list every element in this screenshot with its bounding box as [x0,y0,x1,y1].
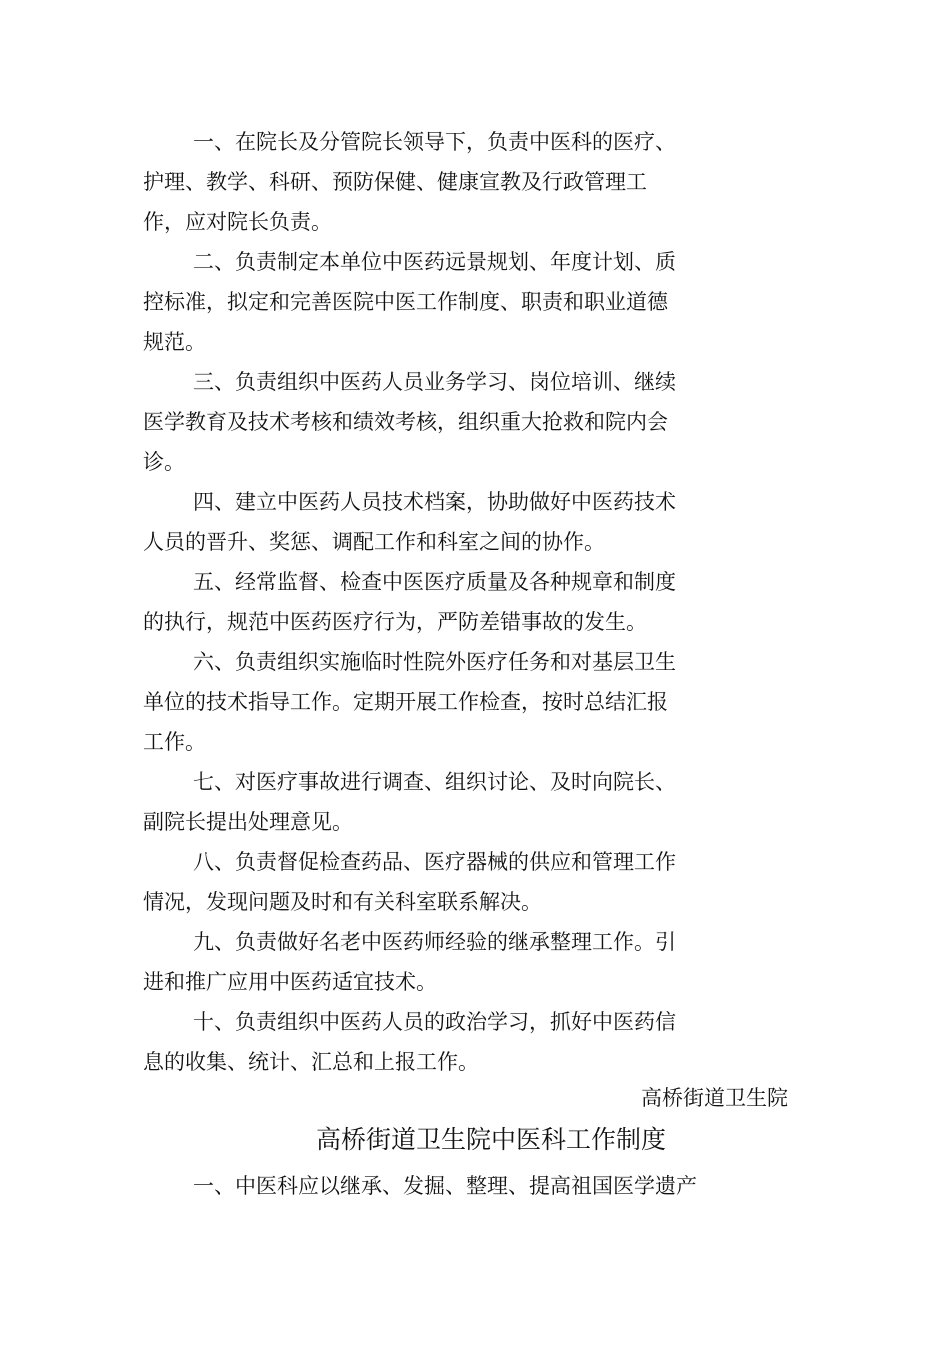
paragraph [143,562,743,642]
paragraph-line: 医学教育及技术考核和绩效考核，组织重大抢救和院内会 [143,410,668,434]
section-title-text: 高桥街道卫生院中医科工作制度 [315,1125,666,1154]
section-title [0,1120,950,1160]
paragraph [143,922,743,1002]
paragraph [143,242,743,362]
document-body [143,122,743,1082]
paragraph-line: 七、对医疗事故进行调查、组织讨论、及时向院长、 [193,770,676,794]
paragraph-line: 八、负责督促检查药品、医疗器械的供应和管理工作 [193,850,676,874]
paragraph-line: 单位的技术指导工作。定期开展工作检查，按时总结汇报 [143,690,668,714]
paragraph-line: 人员的晋升、奖惩、调配工作和科室之间的协作。 [143,530,605,554]
paragraph-line: 的执行，规范中医药医疗行为，严防差错事故的发生。 [143,610,647,634]
paragraph [143,122,743,242]
paragraph [143,362,743,482]
paragraph-line: 五、经常监督、检查中医医疗质量及各种规章和制度 [193,570,676,594]
next-paragraph-line: 一、中医科应以继承、发掘、整理、提高祖国医学遗产 [193,1174,697,1198]
paragraph-line: 进和推广应用中医药适宜技术。 [143,970,437,994]
paragraph [143,482,743,562]
paragraph-line: 副院长提出处理意见。 [143,810,353,834]
paragraph [143,642,743,762]
paragraph [143,1002,743,1082]
signature: 高桥街道卫生院 [641,1086,788,1110]
paragraph-line: 规范。 [143,330,206,354]
paragraph-line: 十、负责组织中医药人员的政治学习，抓好中医药信 [193,1010,676,1034]
paragraph-line: 四、建立中医药人员技术档案，协助做好中医药技术 [193,490,676,514]
paragraph-line: 作，应对院长负责。 [143,210,332,234]
paragraph-line: 六、负责组织实施临时性院外医疗任务和对基层卫生 [193,650,676,674]
paragraph-line: 诊。 [143,450,185,474]
paragraph-line: 九、负责做好名老中医药师经验的继承整理工作。引 [193,930,676,954]
paragraph-line: 情况，发现问题及时和有关科室联系解决。 [143,890,542,914]
paragraph-line: 二、负责制定本单位中医药远景规划、年度计划、质 [193,250,676,274]
paragraph [143,842,743,922]
paragraph-line: 控标准，拟定和完善医院中医工作制度、职责和职业道德 [143,290,668,314]
paragraph-line: 三、负责组织中医药人员业务学习、岗位培训、继续 [193,370,676,394]
paragraph-line: 一、在院长及分管院长领导下，负责中医科的医疗、 [193,130,676,154]
paragraph-line: 息的收集、统计、汇总和上报工作。 [143,1050,479,1074]
paragraph [143,762,743,842]
paragraph-line: 工作。 [143,730,206,754]
paragraph-line: 护理、教学、科研、预防保健、健康宣教及行政管理工 [143,170,647,194]
